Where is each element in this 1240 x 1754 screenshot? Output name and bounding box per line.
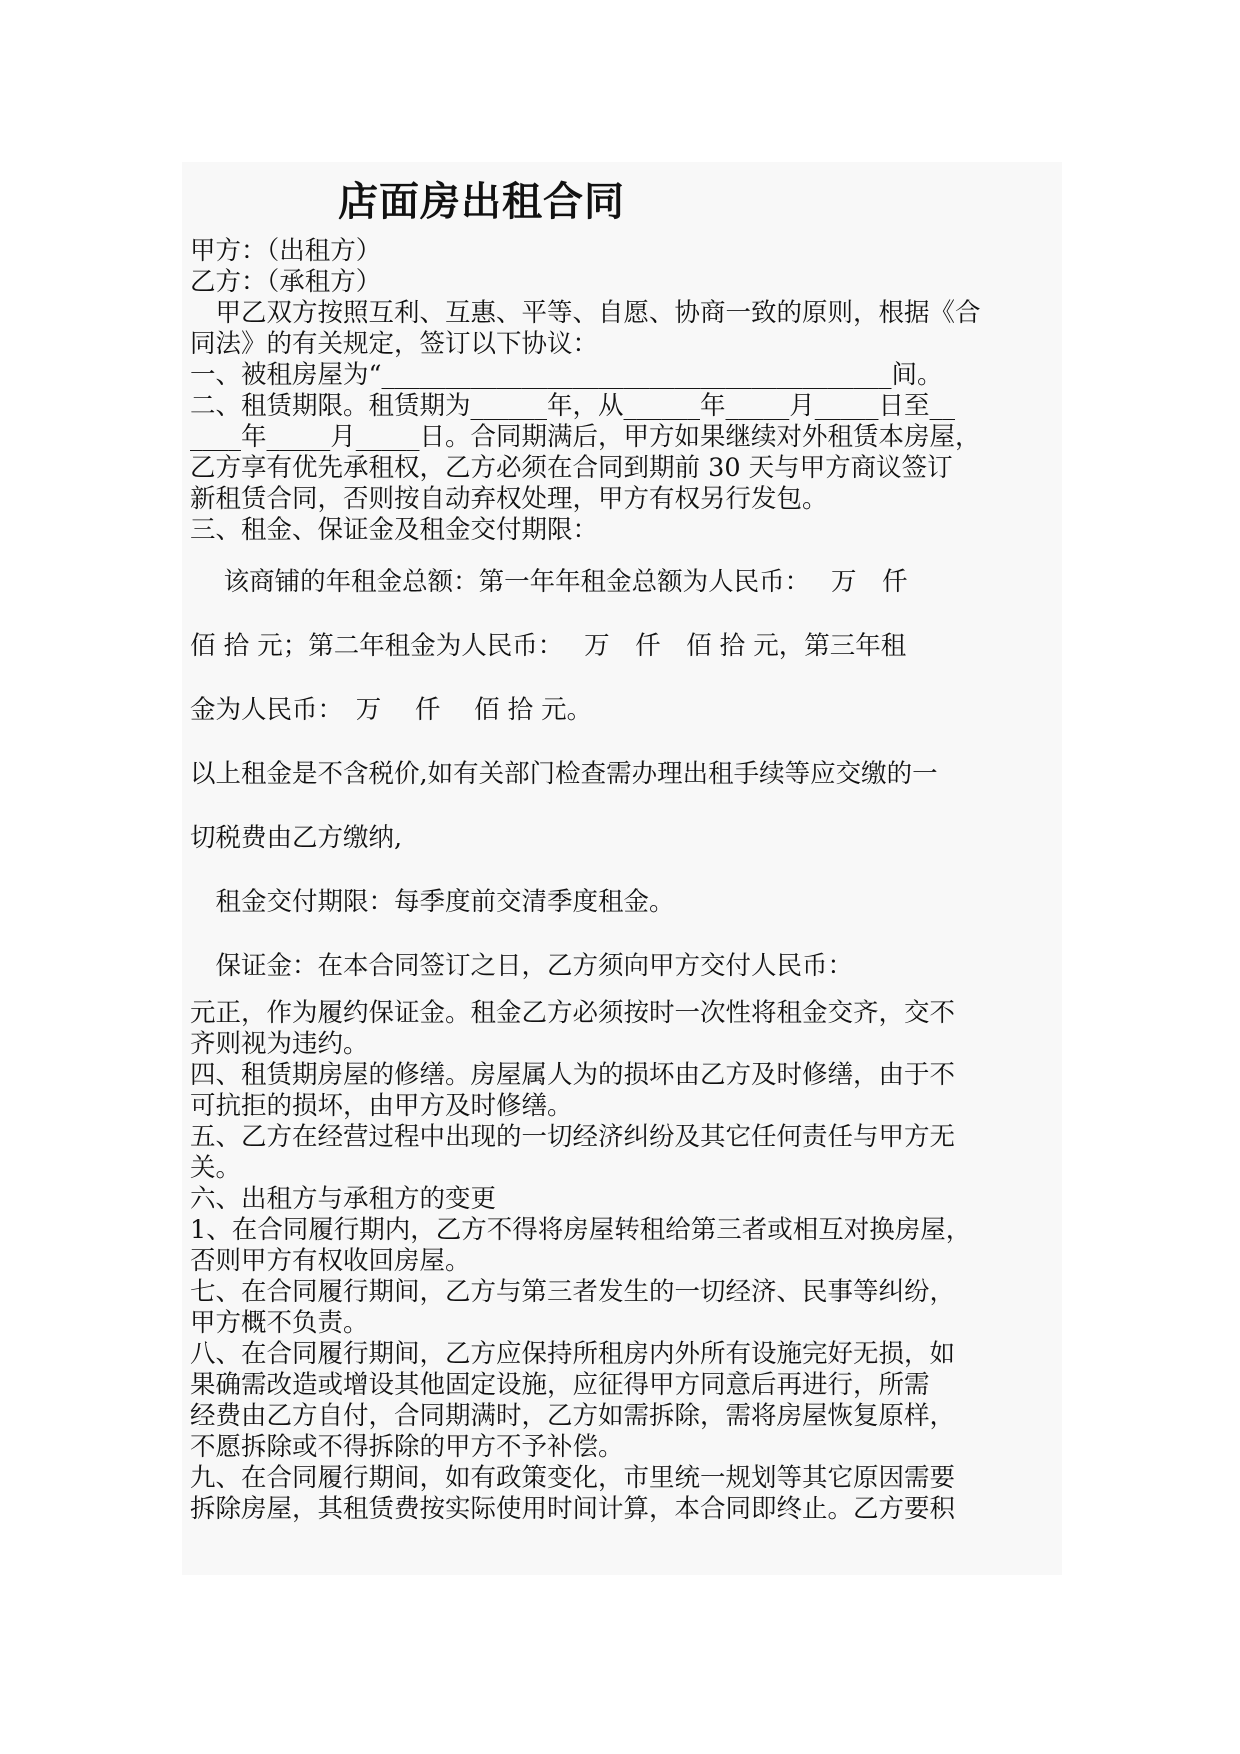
clause-7-line-1: 七、在合同履行期间，乙方与第三者发生的一切经济、民事等纠纷， bbox=[190, 1277, 956, 1307]
clause-3-tax-line-1: 以上租金是不含税价,如有关部门检查需办理出租手续等应交缴的一 bbox=[190, 759, 938, 789]
clause-2-line-4: 新租赁合同，否则按自动弃权处理，甲方有权另行发包。 bbox=[190, 484, 828, 514]
clause-5-line-1: 五、乙方在经营过程中出现的一切经济纠纷及其它任何责任与甲方无 bbox=[190, 1122, 956, 1152]
clause-3-tax-line-2: 切税费由乙方缴纳, bbox=[190, 823, 403, 853]
clause-8-line-1: 八、在合同履行期间，乙方应保持所租房内外所有设施完好无损，如 bbox=[190, 1339, 956, 1369]
party-b-line: 乙方：（承租方） bbox=[190, 267, 382, 297]
clause-1: 一、被租房屋为“________________________________________间。 bbox=[190, 360, 943, 390]
clause-7-line-2: 甲方概不负责。 bbox=[190, 1308, 369, 1338]
clause-4-line-2: 可抗拒的损坏，由甲方及时修缮。 bbox=[190, 1091, 573, 1121]
clause-4-line-1: 四、租赁期房屋的修缮。房屋属人为的损坏由乙方及时修缮，由于不 bbox=[190, 1060, 956, 1090]
clause-6-heading: 六、出租方与承租方的变更 bbox=[190, 1184, 497, 1214]
intro-line-2: 同法》的有关规定，签订以下协议： bbox=[190, 329, 599, 359]
clause-5-line-2: 关。 bbox=[190, 1153, 242, 1183]
clause-8-line-4: 不愿拆除或不得拆除的甲方不予补偿。 bbox=[190, 1432, 624, 1462]
clause-3-rent-line-1: 该商铺的年租金总额：第一年年租金总额为人民币： 万 仟 bbox=[190, 567, 908, 597]
document-body bbox=[190, 162, 1060, 1525]
party-a-line: 甲方：（出租方） bbox=[190, 236, 382, 266]
clause-3-heading: 三、租金、保证金及租金交付期限： bbox=[190, 515, 599, 545]
clause-9-line-2: 拆除房屋，其租赁费按实际使用时间计算，本合同即终止。乙方要积 bbox=[190, 1494, 956, 1524]
document-title: 店面房出租合同 bbox=[338, 179, 625, 225]
intro-line-1: 甲乙双方按照互利、互惠、平等、自愿、协商一致的原则，根据《合 bbox=[190, 298, 981, 328]
clause-3-deposit-line-3: 齐则视为违约。 bbox=[190, 1029, 369, 1059]
clause-8-line-3: 经费由乙方自付，合同期满时，乙方如需拆除，需将房屋恢复原样， bbox=[190, 1401, 956, 1431]
clause-8-line-2: 果确需改造或增设其他固定设施，应征得甲方同意后再进行，所需 bbox=[190, 1370, 930, 1400]
clause-3-deposit-line-2: 元正，作为履约保证金。租金乙方必须按时一次性将租金交齐，交不 bbox=[190, 998, 956, 1028]
clause-6-item-1-line-1: 1、在合同履行期内，乙方不得将房屋转租给第三者或相互对换房屋， bbox=[190, 1215, 972, 1245]
clause-3-payment-term: 租金交付期限：每季度前交清季度租金。 bbox=[190, 887, 675, 917]
clause-6-item-1-line-2: 否则甲方有权收回房屋。 bbox=[190, 1246, 471, 1276]
clause-9-line-1: 九、在合同履行期间，如有政策变化，市里统一规划等其它原因需要 bbox=[190, 1463, 956, 1493]
clause-3-rent-line-2: 佰 拾 元；第二年租金为人民币： 万 仟 佰 拾 元，第三年租 bbox=[190, 631, 907, 661]
clause-2-line-1: 二、租赁期限。租赁期为______年，从______年_____月_____日至__ bbox=[190, 391, 956, 421]
clause-2-line-2: ____年_____月_____日。合同期满后，甲方如果继续对外租赁本房屋， bbox=[190, 422, 981, 452]
clause-3-deposit-line-1: 保证金：在本合同签订之日，乙方须向甲方交付人民币： bbox=[190, 951, 854, 981]
clause-2-line-3: 乙方享有优先承租权，乙方必须在合同到期前 30 天与甲方商议签订 bbox=[190, 453, 953, 483]
clause-3-rent-line-3: 金为人民币： 万 仟 佰 拾 元。 bbox=[190, 695, 593, 725]
